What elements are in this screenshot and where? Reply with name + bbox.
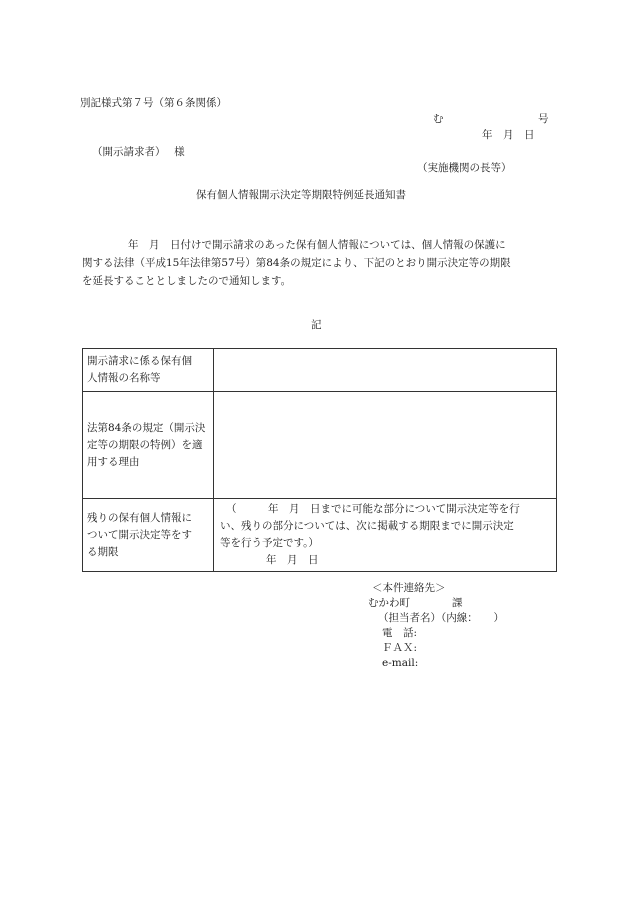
value-line: 等を行う予定です。） xyxy=(220,537,319,549)
document-number: む 号 xyxy=(433,113,549,125)
contact-heading: ＜本件連絡先＞ xyxy=(372,582,446,594)
body-line: 関する法律（平成15年法律第57号）第84条の規定により、下記のとおり開示決定等の期限 xyxy=(82,257,511,269)
table-value-cell xyxy=(214,349,557,392)
table-label-cell xyxy=(83,392,214,499)
label-line: 人情報の名称等 xyxy=(87,372,161,384)
label-line: 用する理由 xyxy=(87,455,140,468)
table-row xyxy=(83,349,557,392)
label-line: 法第84条の規定（開示決 xyxy=(87,421,206,434)
label-line: ついて開示決定等をす xyxy=(87,528,192,541)
issuer: （実施機関の長等） xyxy=(417,162,512,174)
label-line: 定等の期限の特例）を適 xyxy=(87,438,203,451)
table-label-cell xyxy=(83,499,214,572)
table-row xyxy=(83,499,557,572)
label-line: る期限 xyxy=(87,545,119,558)
table-row xyxy=(83,392,557,499)
body-paragraph xyxy=(82,236,557,290)
addressee: （開示請求者） 様 xyxy=(92,146,185,158)
value-line: 年 月 日 xyxy=(266,554,319,566)
table-value-cell xyxy=(214,499,557,572)
table-value-cell xyxy=(214,392,557,499)
ki-heading: 記 xyxy=(311,319,322,331)
body-line: を延長することとしましたので通知します。 xyxy=(82,275,292,287)
document-date: 年 月 日 xyxy=(482,129,535,141)
form-number: 別記様式第７号（第６条関係） xyxy=(80,97,227,109)
contact-block xyxy=(368,581,504,671)
contact-person: （担当者名）（内線： ） xyxy=(378,612,504,624)
contact-phone: 電 話: xyxy=(382,627,418,639)
body-line: 年 月 日付けで開示請求のあった保有個人情報については、個人情報の保護に xyxy=(128,239,506,251)
label-line: 残りの保有個人情報に xyxy=(87,511,192,524)
contact-fax: ＦＡＸ: xyxy=(382,642,418,654)
info-table xyxy=(82,348,557,572)
contact-email: e-mail: xyxy=(382,657,419,669)
document-title: 保有個人情報開示決定等期限特例延長通知書 xyxy=(196,189,406,201)
value-line: い、残りの部分については、次に掲載する期限までに開示決定 xyxy=(220,520,514,532)
table-label-cell xyxy=(83,349,214,392)
value-line: （ 年 月 日までに可能な部分について開示決定等を行 xyxy=(226,503,520,515)
contact-department: むかわ町 課 xyxy=(368,597,463,609)
label-line: 開示請求に係る保有個 xyxy=(87,355,192,367)
